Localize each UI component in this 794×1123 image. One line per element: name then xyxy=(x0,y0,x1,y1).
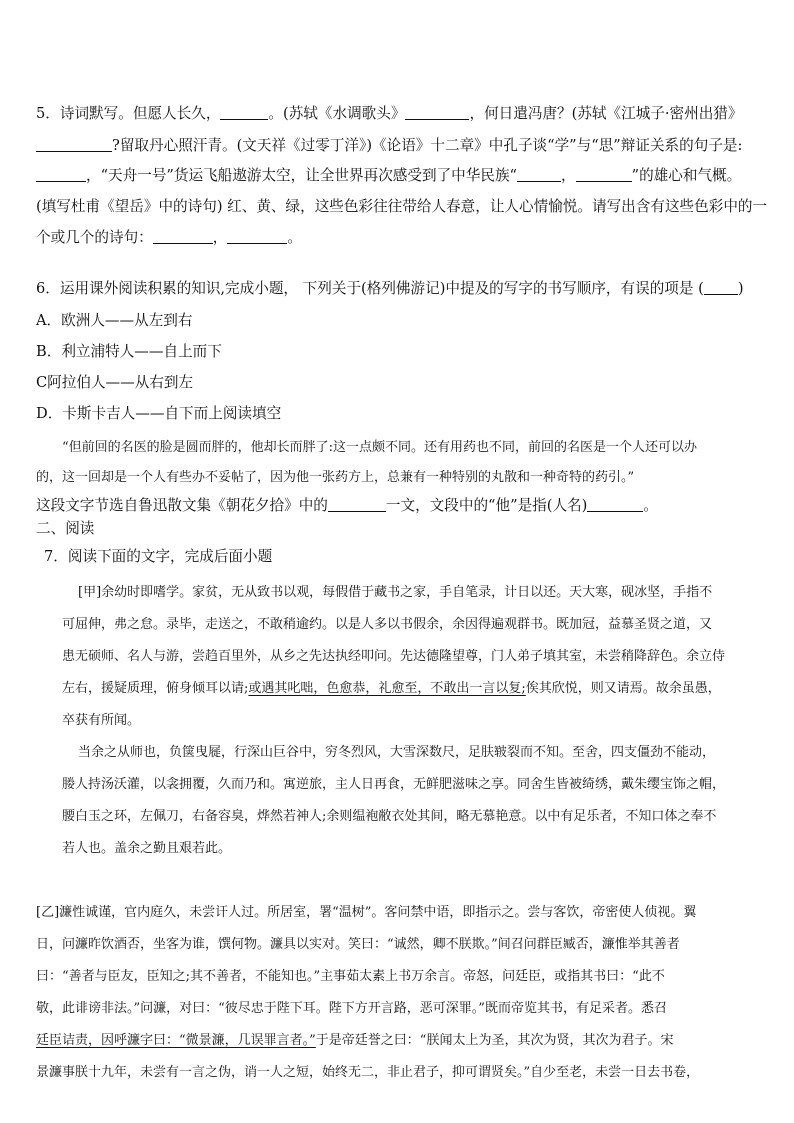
passage-yi-line-6: 廷臣诘责，因呼濂字曰：“微景濂，几误罪言者。”于是帝廷誉之曰：“朕闻太上为圣，其次为贤，其次为君子。宋 xyxy=(36,1033,674,1048)
passage-yi-line-7: 景濂事朕十九年，未尝有一言之伪，诮一人之短，始终无二，非止君子，抑可谓贤矣。”自少至老，未尝一日去书卷， xyxy=(36,1065,700,1080)
section-heading: 二、阅读 xyxy=(36,520,95,537)
blank[interactable] xyxy=(576,167,632,182)
q6-fill: 这段文字节选自鲁迅散文集《朝花夕拾》中的 一文，文段中的“他”是指(人名) 。 xyxy=(36,497,658,514)
q5-line-5: 个或几个的诗句： ， 。 xyxy=(36,229,302,246)
blank[interactable] xyxy=(517,167,561,182)
q6-option-b: B．利立浦特人——自上而下 xyxy=(36,343,222,360)
passage-jia-line-8: 腰白玉之环，左佩刀，右备容臭，烨然若神人;余则缊袍敝衣处其间，略无慕艳意。以中有足乐者，不知口体之奉不 xyxy=(62,809,717,824)
passage-yi-line-3: 日，问濂昨饮酒否，坐客为谁，馔何物。濂具以实对。笑曰：“诚然，卿不朕欺。”间召问群臣臧否，濂惟举其善者 xyxy=(36,937,680,952)
q6-option-c: C阿拉伯人——从右到左 xyxy=(36,374,194,391)
answer-blank[interactable] xyxy=(704,280,738,295)
q7-stem: 7．阅读下面的文字，完成后面小题 xyxy=(44,548,273,565)
passage-yi-line-5: 敬，此诽谤非法。”问濂，对曰：“彼尽忠于陛下耳。陛下方开言路，恶可深罪。”既而帝览其书，有足采者。悉召 xyxy=(36,1001,667,1016)
q6-option-a: A．欧洲人——从左到右 xyxy=(36,312,193,329)
q6-option-d: D．卡斯卡吉人——自下而上阅读填空 xyxy=(36,405,282,422)
blank[interactable] xyxy=(36,137,112,152)
underlined-sentence: 廷臣诘责，因呼濂字曰：“微景濂，几误罪言者。” xyxy=(36,1033,316,1048)
blank[interactable] xyxy=(328,497,386,512)
q5-line-4: (填写杜甫《望岳》中的诗句) 红、黄、绿，这些色彩往往带给人春意，让人心情愉悦。请写出含有这些色彩中的一 xyxy=(36,198,768,215)
quote-line-2: 的，这一回却是一个人有些办不妥帖了，因为他一张药方上，总兼有一种特别的丸散和一种奇特的药引。” xyxy=(36,470,635,485)
blank[interactable] xyxy=(587,497,643,512)
passage-yi-line-4: 曰：“善者与臣友，臣知之;其不善者，不能知也。”主事茹太素上书万余言。帝怒，问廷臣，或指其书曰：“此不 xyxy=(36,969,665,984)
q5-line-3: ，“天舟一号”货运飞船遨游太空，让全世界再次感受到了中华民族“ ， ”的雄心和气概。 xyxy=(36,166,741,186)
blank[interactable] xyxy=(220,105,268,120)
passage-jia-line-5: 卒获有所闻。 xyxy=(62,713,141,728)
quote-line-1: “但前回的名医的脸是圆而胖的，他却长而胖了:这一点颇不同。还有用药也不同，前回的名医是一个人还可以办 xyxy=(62,440,698,455)
q5-line-1: 5．诗词默写。但愿人长久， 。(苏轼《水调歌头》 ，何日遣冯唐？(苏轼《江城子·密州出猎》 xyxy=(36,105,743,122)
blank[interactable] xyxy=(153,229,213,244)
blank[interactable] xyxy=(405,105,469,120)
underlined-sentence: 或遇其叱咄，色愈恭，礼愈至，不敢出一言以复; xyxy=(248,681,526,696)
passage-jia-line-4: 左右，援疑质理，俯身倾耳以请;或遇其叱咄，色愈恭，礼愈至，不敢出一言以复;俟其欣悦，则又请焉。故余虽愚， xyxy=(62,681,721,696)
q5-line-2: ?留取丹心照汗青。(文天祥《过零丁洋》)《论语》十二章》中孔子谈“学”与“思”辩证关系的句子是: xyxy=(36,136,742,156)
passage-jia-line-7: 媵人持汤沃灌，以衾拥覆，久而乃和。寓逆旅，主人日再食，无鲜肥滋味之享。同舍生皆被绮绣，戴朱缨宝饰之帽， xyxy=(62,777,726,792)
passage-jia-line-9: 若人也。盖余之勤且艰若此。 xyxy=(62,841,232,856)
passage-jia-line-2: 可屈伸，弗之怠。录毕，走送之，不敢稍逾约。以是人多以书假余，余因得遍观群书。既加冠，益慕圣贤之道，又 xyxy=(62,617,713,632)
blank[interactable] xyxy=(36,167,86,182)
passage-yi-line-2: [乙]濂性诚谨，官内庭久，未尝讦人过。所居室，署“温树”。客问禁中语，即指示之。尝与客饮，帝密使人侦视。翼 xyxy=(36,905,697,920)
q6-stem: 6．运用课外阅读积累的知识,完成小题， 下列关于(格列佛游记)中提及的写字的书写顺序，有误的项是 ( ) xyxy=(36,280,744,297)
blank[interactable] xyxy=(227,229,287,244)
passage-jia-line-3: 患无硕师、名人与游，尝趋百里外，从乡之先达执经叩问。先达德隆望尊，门人弟子填其室，未尝稍降辞色。余立侍 xyxy=(62,649,726,664)
passage-jia-line-6: 当余之从师也，负箧曳屣，行深山巨谷中，穷冬烈风，大雪深数尺，足肤皲裂而不知。至舍，四支僵劲不能动， xyxy=(78,745,716,760)
passage-jia-line-1: [甲]余幼时即嗜学。家贫，无从致书以观，每假借于藏书之家，手自笔录，计日以还。天大寒，砚冰坚，手指不 xyxy=(78,585,713,600)
